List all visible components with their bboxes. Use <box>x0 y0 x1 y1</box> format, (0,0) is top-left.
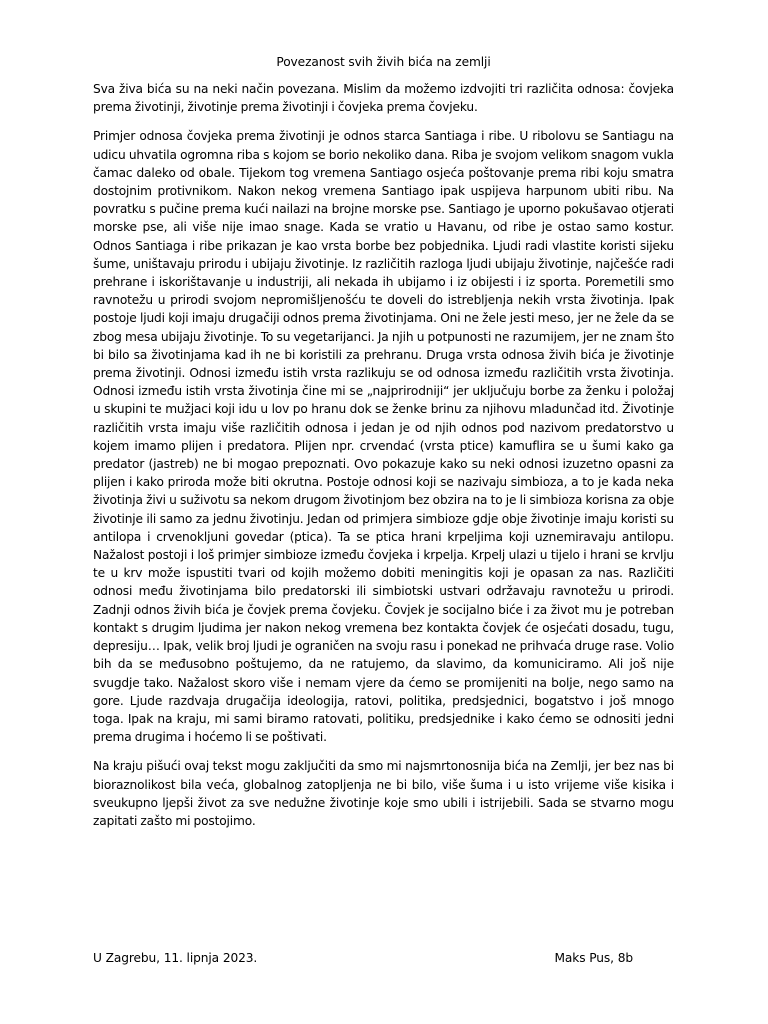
paragraph-conclusion: Na kraju pišući ovaj tekst mogu zaključiti da smo mi najsmrtonosnija bića na Zemlji, jer bez nas bi bioraznolikost bila veća, globalnog zatopljenja ne bi bilo, više šuma i u isto vrijeme više kisika i sveukupno ljepši život za sve nedužne životinje koje smo ubili i istrijebili. Sada se stvarno mogu zapitati zašto mi postojimo. <box>93 759 674 828</box>
document-body <box>93 52 674 841</box>
document-footer <box>93 948 633 968</box>
document-title: Povezanost svih živih bića na zemlji <box>276 55 491 69</box>
paragraph-main: Primjer odnosa čovjeka prema životinji je odnos starca Santiaga i ribe. U ribolovu se Santiagu na udicu uhvatila ogromna riba s kojom se borio nekoliko dana. Riba je svojom velikom snagom vukla čamac daleko od obale. Tijekom tog vremena Santiago osjeća poštovanje prema ribi koju smatra dostojnim protivnikom. Nakon nekog vremena Santiago ipak uspijeva harpunom ubiti ribu. Na povratku s pučine prema kući nailazi na brojne morske pse. Santiago je uporno pokušavao otjerati morske pse, ali više nije imao snage. Kada se vratio u Havanu, od ribe je ostao samo kostur. Odnos Santiaga i ribe prikazan je kao vrsta borbe bez pobjednika. Ljudi radi vlastite koristi sijeku šume, uništavaju prirodu i ubijaju životinje. Iz različitih razloga ljudi ubijaju životinje, najčešće radi prehrane i iskorištavanje u industriji, ali nekada ih ubijamo i iz obijesti i iz sporta. Poremetili smo ravnotežu u prirodi svojom nepromišljenošću te doveli do istrebljenja nekih vrsta životinja. Ipak postoje ljudi koji imaju drugačiji odnos prema životinjama. Oni ne žele jesti meso, jer ne žele da se zbog mesa ubijaju životinje. To su vegetarijanci. Ja njih u potpunosti ne razumijem, jer ne znam što bi bilo sa životinjama kad ih ne bi koristili za prehranu. Druga vrsta odnosa živih bića je životinje prema životinji. Odnosi između istih vrsta razlikuju se od odnosa između različitih vrsta životinja. Odnosi između istih vrsta životinja čine mi se „najprirodniji“ jer uključuju borbe za ženku i položaj u skupini te mužjaci koji idu u lov po hranu dok se ženke brinu za njihovu mladunčad itd. Životinje različitih vrsta imaju više različitih odnosa i jedan je od njih odnos pod nazivom predatorstvo u kojem imamo plijen i predatora. Plijen npr. crvendać (vrsta ptice) kamuflira se u šumi kako ga predator (jastreb) ne bi mogao prepoznati. Ovo pokazuje kako su neki odnosi izuzetno opasni za plijen i kako priroda može biti okrutna. Postoje odnosi koji se nazivaju simbioza, a to je kada neka životinja živi u suživotu sa nekom drugom životinjom bez obzira na to je li simbioza korisna za obje životinje ili samo za jednu životinju. Jedan od primjera simbioze gdje obje životinje imaju koristi su antilopa i crvenokljuni govedar (ptica). Ta se ptica hrani krpeljima koji uznemiravaju antilopu. Nažalost postoji i loš primjer simbioze između čovjeka i krpelja. Krpelj ulazi u tijelo i hrani se krvlju te u krv može ispustiti tvari od kojih možemo dobiti meningitis koji je opasan za nas. Različiti odnosi među životinjama bilo predatorski ili simbiotski ustvari održavaju ravnotežu u prirodi. Zadnji odnos živih bića je čovjek prema čovjeku. Čovjek je socijalno biće i za život mu je potreban kontakt s drugim ljudima jer nakon nekog vremena bez kontakta čovjek će osjećati dosadu, tugu, depresiju… Ipak, velik broj ljudi je ograničen na svoju rasu i ponekad ne prihvaća druge rase. Volio bih da se međusobno poštujemo, da ne ratujemo, da slavimo, da komuniciramo. Ali još nije svugdje tako. Nažalost skoro više i nemam vjere da ćemo se promijeniti na bolje, nego samo na gore. Ljude razdvaja drugačija ideologija, ratovi, politika, predsjednici, bogatstvo i još mnogo toga. Ipak na kraju, mi sami biramo ratovati, politiku, predsjednike i kako ćemo se odnositi jedni prema drugima i hoćemo li se poštivati. <box>93 129 674 745</box>
author-signature: Maks Pus, 8b <box>554 951 633 965</box>
paragraph-intro: Sva živa bića su na neki način povezana. Mislim da možemo izdvojiti tri različita odnosa: čovjeka prema životinji, životinje prema životinji i čovjeka prema čovjeku. <box>93 82 674 115</box>
place-date: U Zagrebu, 11. lipnja 2023. <box>93 951 258 965</box>
